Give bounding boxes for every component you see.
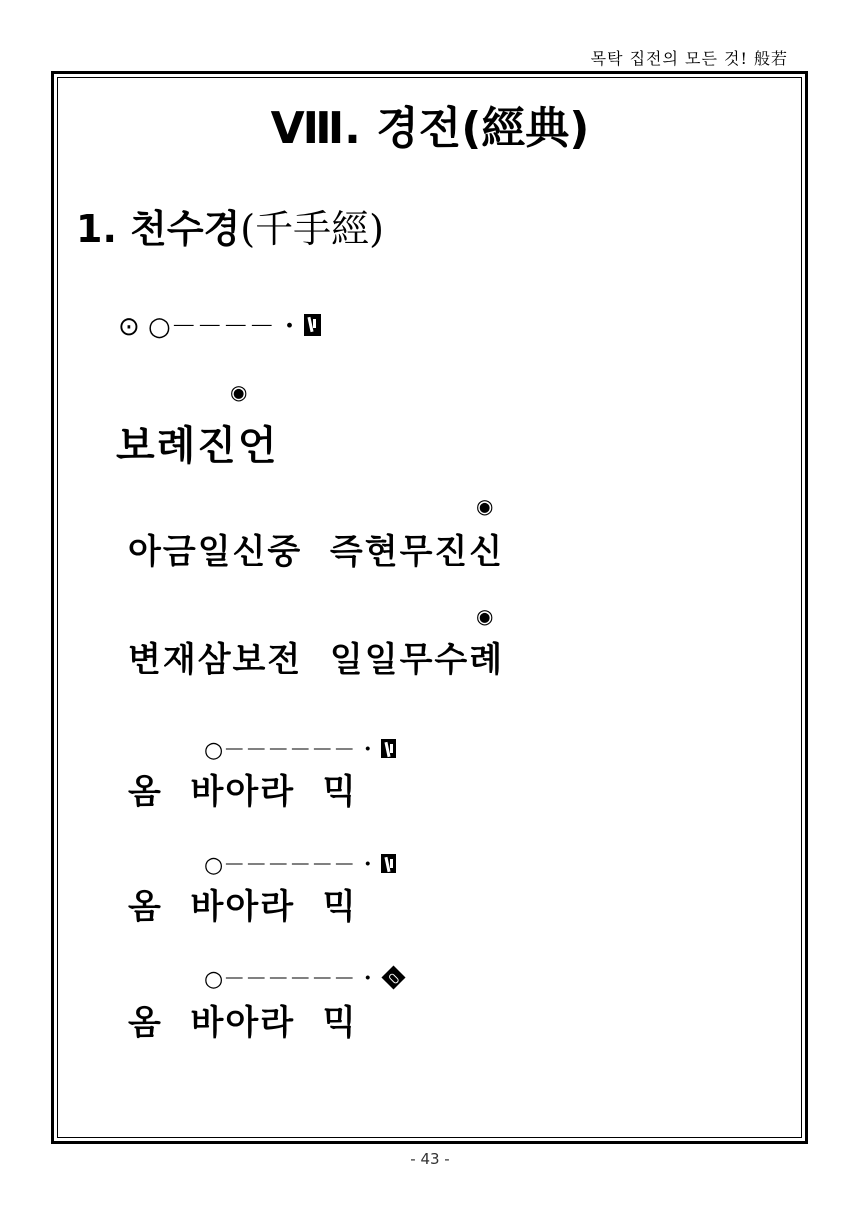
chapter-title: Ⅷ. 경전(經典) [270,103,590,154]
mantra-3-symbol-row [204,962,402,993]
section-number: 1. [76,207,117,251]
mantra-line-1: 옴 바아라 믹 [128,772,358,812]
bell-icon [381,739,396,758]
bell-icon [381,854,396,873]
mantra-2-symbols: ○－－－－－－ ･ [204,853,374,878]
intro-symbols: ⊙ ○－－－－ ･ [118,312,297,342]
verse-1-mark: ◉ [476,494,494,518]
mantra-line-2: 옴 바아라 믹 [128,887,358,927]
chant-heading-mark: ◉ [230,380,248,404]
bell-icon [304,314,321,336]
chant-heading: 보례진언 [116,422,279,469]
intro-symbol-row [118,306,321,343]
verse-2-mark: ◉ [476,604,494,628]
mantra-3-symbols: ○－－－－－－ ･ [204,967,374,992]
gong-icon [382,965,406,989]
verse-line-1: 아금일신중 즉현무진신 [128,532,505,572]
mantra-line-3: 옴 바아라 믹 [128,1003,358,1043]
running-header: 목탁 집전의 모든 것! 般若 [590,49,788,68]
verse-line-2: 변재삼보전 일일무수례 [128,640,505,680]
mantra-1-symbols: ○－－－－－－ ･ [204,738,374,763]
mantra-1-symbol-row [204,733,396,764]
section-hanja: (千手經) [240,207,384,251]
mantra-2-symbol-row [204,848,396,879]
section-title [76,198,384,253]
page-number: - 43 - [410,1150,450,1168]
section-name: 천수경 [130,207,241,251]
